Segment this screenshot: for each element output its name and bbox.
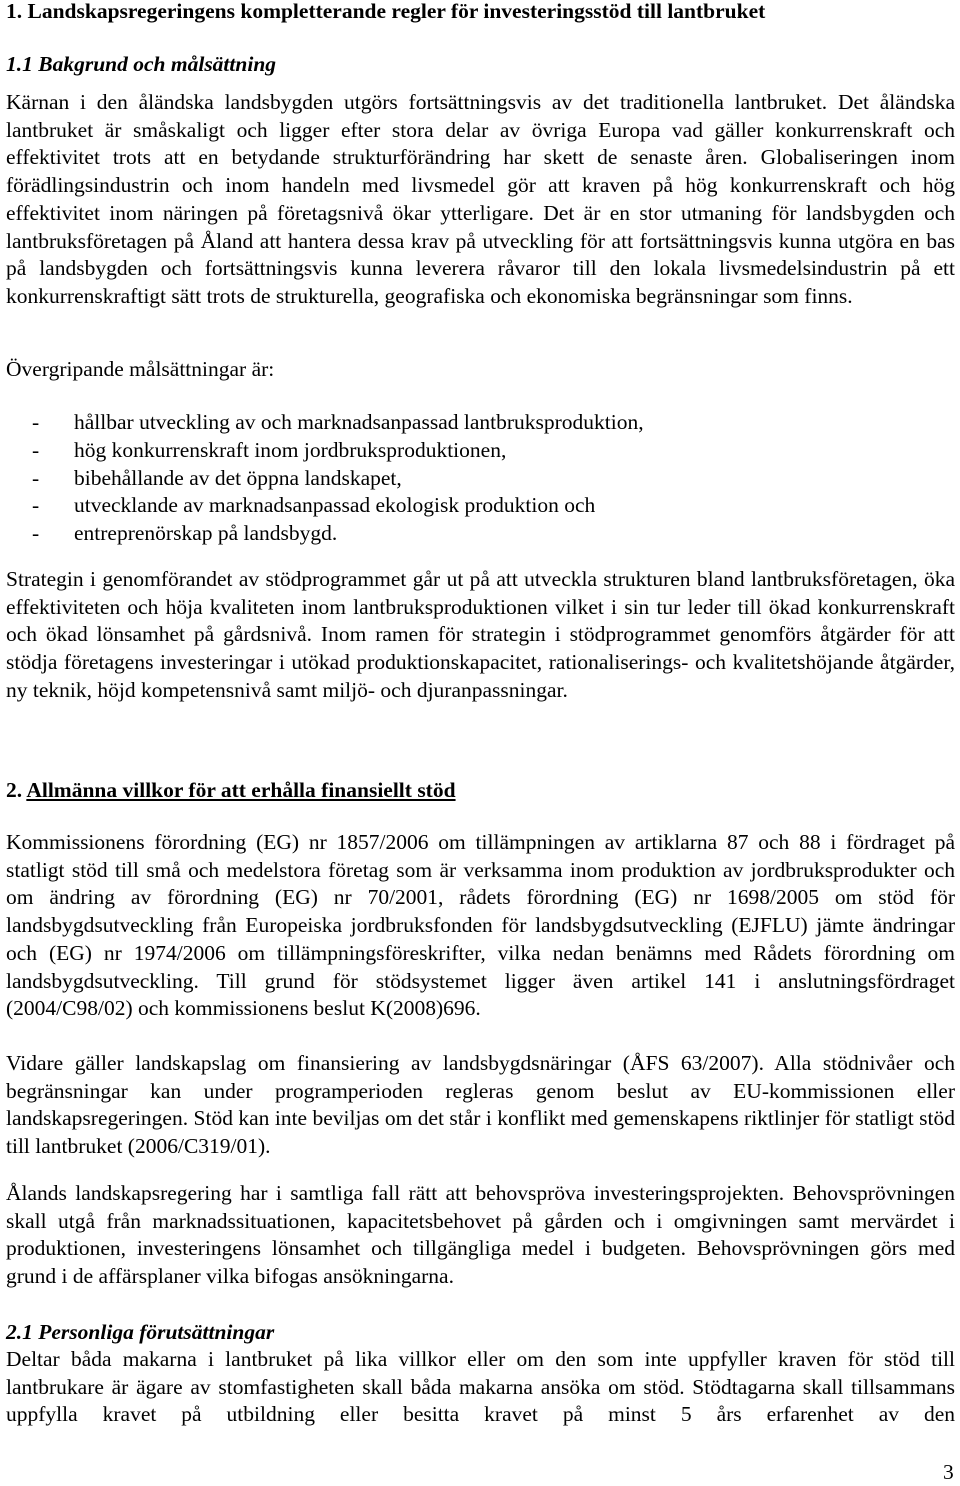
list-item-text: hållbar utveckling av och marknadsanpassad lantbruksproduktion, — [74, 410, 644, 434]
section-2-1-heading: 2.1 Personliga förutsättningar — [6, 1320, 275, 1344]
strategy-paragraph: Strategin i genomförandet av stödprogrammet går ut på att utveckla strukturen bland lantbruksföretagen, öka effektiviteten och höja kvaliteten inom lantbruksproduktionen vilket i sin tur leder till ökad konkurrenskraft och ökad lönsamhet på gårdsnivå. Inom ramen för strategin i stödprogrammet genomförs åtgärder för att stödja företagens investeringar i utökad produktionskapacitet, rationaliserings- och kvalitetshöjande åtgärder, ny teknik, höjd kompetensnivå samt miljö- och djuranpassningar. — [6, 567, 955, 702]
list-item-text: utvecklande av marknadsanpassad ekologisk produktion och — [74, 493, 596, 518]
list-item — [6, 492, 955, 520]
list-item-text: entreprenörskap på landsbygd. — [74, 521, 338, 546]
list-dash: - — [32, 410, 40, 434]
list-dash: - — [32, 521, 40, 546]
commission-paragraph: Kommissionens förordning (EG) nr 1857/2006 om tillämpningen av artiklarna 87 och 88 i fördraget på statligt stöd till små och medelstora företag som är verksamma inom produktion av jordbruksprodukter och om ändring av förordning (EG) nr 70/2001, rådets förordning (EG) nr 1698/2005 om stöd för landsbygdsutveckling från Europeiska jordbruksfonden för landsbygdsutveckling (EJFLU) jämte ändringar och (EG) nr 1974/2006 om tillämpningsföreskrifter, vilka nedan benämns med Rådets förordning om landsbygdsutveckling. Till grund för stödsystemet ligger även artikel 141 i anslutningsfördraget (2004/C98/02) och kommissionens beslut K(2008)696. — [6, 830, 955, 1021]
section-2-number: 2. — [6, 778, 23, 802]
list-dash: - — [32, 465, 40, 490]
section-1-1-heading: 1.1 Bakgrund och målsättning — [6, 52, 277, 76]
list-dash: - — [32, 437, 40, 462]
further-paragraph: Vidare gäller landskapslag om finansiering av landsbygdsnäringar (ÅFS 63/2007). Alla stödnivåer och begränsningar kan under programperioden regleras genom beslut av EU-kommissionen eller landskapsregeringen. Stöd kan inte beviljas om det står i konflikt med gemenskapens riktlinjer för statligt stöd till lantbruket (2006/C319/01). — [6, 1051, 955, 1159]
page-number: 3 — [943, 1460, 954, 1484]
list-item — [6, 465, 955, 493]
background-paragraph: Kärnan i den åländska landsbygden utgörs fortsättningsvis av det traditionella lantbruket. Det åländska lantbruket är småskaligt och ligger efter stora delar av övriga Europa vad gäller konkurrenskraft och effektivitet trots att en betydande strukturförändring har skett de senaste åren. Globaliseringen inom förädlingsindustrin och inom handeln med livsmedel gör att kraven på hög konkurrenskraft och hög effektivitet inom näringen på företagsnivå ökar ytterligare. Det är en stor utmaning för landsbygden och lantbruksföretagen på Åland att hantera dessa krav på utveckling för att fortsättningsvis kunna utgöra en bas på landsbygden och fortsättningsvis kunna leverera råvaror till den lokala livsmedelsindustrin på ett konkurrenskraftigt sätt trots de strukturella, geografiska och ekonomiska begränsningar som finns. — [6, 90, 955, 308]
personal-paragraph: Deltar båda makarna i lantbruket på lika villkor eller om den som inte uppfyller kraven för stöd till lantbrukare är ägare av stomfastigheten skall båda makarna ansöka om stöd. Stödtagarna skall tillsammans uppfylla kravet på utbildning eller besitta kravet på minst 5 års erfarenhet av den — [6, 1347, 955, 1427]
section-1-heading: 1. Landskapsregeringens kompletterande regler för investeringsstöd till lantbruket — [6, 0, 766, 23]
list-item-text: hög konkurrenskraft inom jordbruksproduktionen, — [74, 437, 507, 462]
list-item — [6, 520, 955, 548]
section-2-title: Allmänna villkor för att erhålla finansiellt stöd — [26, 778, 456, 802]
list-dash: - — [32, 493, 40, 518]
list-item — [6, 437, 955, 465]
list-item-text: bibehållande av det öppna landskapet, — [74, 465, 402, 490]
goals-list — [6, 409, 955, 548]
section-2-heading — [6, 776, 456, 804]
list-item — [6, 409, 955, 437]
goals-intro: Övergripande målsättningar är: — [6, 357, 275, 381]
assessment-paragraph: Ålands landskapsregering har i samtliga fall rätt att behovspröva investeringsprojekten. Behovsprövningen skall utgå från marknadssituationen, kapacitetsbehovet på gården och i omgivningen samt mervärdet i produktionen, investeringens lönsamhet och tillgängliga medel i budgeten. Behovsprövningen görs med grund i de affärsplaner vilka bifogas ansökningarna. — [6, 1181, 955, 1289]
